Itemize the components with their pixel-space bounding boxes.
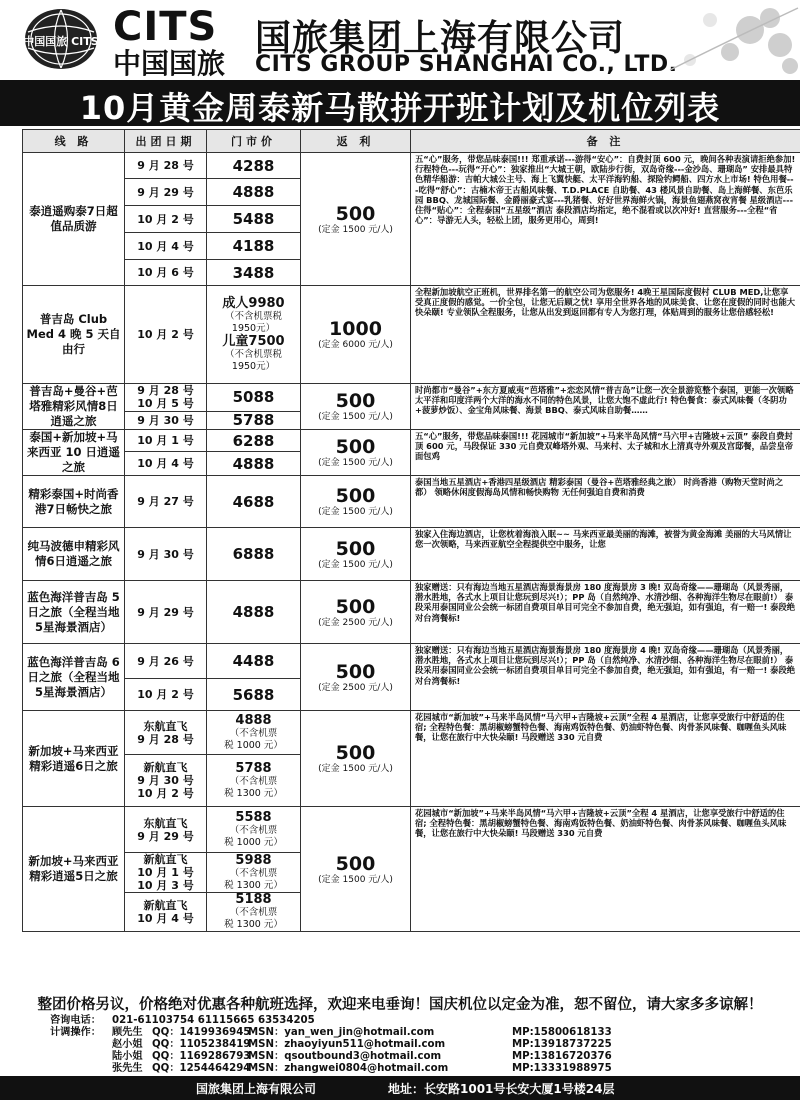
price-note: （不含机票 (229, 907, 278, 918)
rebate-cell (301, 430, 411, 476)
price-cell: 4288 (207, 153, 301, 179)
logo-badge-text: 中国国旅 CITS (23, 35, 99, 48)
contact-person-row (50, 1039, 750, 1051)
route-cell: 纯马波德申精彩风情6日逍遥之旅 (23, 528, 125, 581)
remark-cell: 五“心”服务，带您品味泰国!!! 花园城市“新加坡”+马来半岛风情“马六甲+吉隆坡+云顶” 泰段自费封顶 600 元，马段保证 330 元自费双峰塔外观、马来村、太子城和水上清真寺外观及宫邸餐，品尝皇帝面包鸡 (411, 430, 800, 476)
rebate-cell (301, 807, 411, 932)
price-cell (207, 853, 301, 893)
deposit-note: (定金 1500 元/人) (318, 224, 393, 235)
price-cell: 4188 (207, 233, 301, 260)
table-row (23, 528, 800, 581)
date-cell: 9 月 26 号 (125, 644, 207, 679)
table-body (23, 153, 800, 932)
hotline-label: 咨询电话： (50, 1015, 101, 1026)
rebate-cell (301, 476, 411, 528)
col-remark: 备 注 (411, 130, 800, 153)
tour-table-wrap (22, 129, 800, 989)
date-cell: 9 月 30 号 (125, 528, 207, 581)
date-cell: 新航直飞 10 月 4 号 (125, 893, 207, 932)
date-cell: 10 月 2 号 (125, 286, 207, 384)
rebate-amount: 500 (335, 852, 376, 875)
table-row (23, 153, 800, 179)
date-cell: 新航直飞 10 月 1 号 10 月 3 号 (125, 853, 207, 893)
price-cell: 6888 (207, 528, 301, 581)
price-cell: 4888 (207, 179, 301, 206)
price-cell: 4888 (207, 452, 301, 476)
contact-person-row (50, 1051, 750, 1063)
deposit-note: (定金 1500 元/人) (318, 458, 393, 468)
table-row (23, 581, 800, 644)
rebate-cell (301, 711, 411, 807)
price-note: 1950元） (231, 360, 276, 372)
date-cell: 9 月 29 号 (125, 179, 207, 206)
price-cell (207, 893, 301, 932)
contact-mp: MP:15800618133 (512, 1027, 612, 1038)
deposit-note: (定金 1500 元/人) (318, 507, 393, 517)
rebate-cell (301, 581, 411, 644)
price-note: （不含机票税 (224, 310, 282, 322)
date-cell: 新航直飞 9 月 30 号 10 月 2 号 (125, 755, 207, 807)
date-cell: 10 月 2 号 (125, 679, 207, 711)
rebate-cell (301, 384, 411, 430)
date-cell: 9 月 30 号 (125, 411, 207, 429)
price-note: 税 1300 元） (224, 879, 283, 891)
table-row (23, 286, 800, 384)
date-cell: 东航直飞 9 月 28 号 (125, 711, 207, 755)
contact-mp: MP:13918737225 (512, 1039, 612, 1050)
contact-msn: MSN：qsoutbound3@hotmail.com (248, 1051, 442, 1062)
route-cell: 普吉岛 Club Med 4 晚 5 天自由行 (23, 286, 125, 384)
bottom-bar (0, 1076, 800, 1100)
price-note: （不含机票 (229, 775, 278, 787)
rebate-amount: 500 (335, 742, 376, 764)
date-cell: 10 月 4 号 (125, 452, 207, 476)
col-rebate: 返 利 (301, 130, 411, 153)
deposit-note: (定金 2500 元/人) (318, 617, 393, 628)
table-row (23, 807, 800, 853)
deposit-note: (定金 1500 元/人) (318, 874, 393, 885)
price-note: 税 1000 元） (224, 739, 283, 751)
cits-globe-logo (22, 6, 100, 72)
contact-msn: MSN：zhaoyiyun511@hotmail.com (248, 1039, 446, 1050)
price-cell: 3488 (207, 260, 301, 286)
price-cell (207, 807, 301, 853)
contact-qq: QQ：1419936945 (152, 1027, 251, 1038)
contact-name: 张先生 (112, 1063, 143, 1074)
remark-cell: 花园城市“新加坡”+马来半岛风情“马六甲+吉隆坡+云顶”全程 4 星酒店，让您享受旅行中舒适的住宿; 全程特色餐：黑胡椒螃蟹特色餐、海南鸡饭特色餐、奶油虾特色餐、肉骨茶风味餐、咖喱鱼头风味餐，让您在旅行中大快朵颐! 马段赠送 330 元自费 (411, 807, 800, 932)
price-cell (207, 286, 301, 384)
table-header-row (23, 130, 800, 153)
logo-cn: 中国国旅 (113, 47, 226, 80)
col-route: 线 路 (23, 130, 125, 153)
route-cell: 精彩泰国+时尚香港7日畅快之旅 (23, 476, 125, 528)
rebate-amount: 500 (335, 537, 376, 560)
deposit-note: (定金 6000 元/人) (318, 340, 393, 350)
price-note: 税 1300 元） (224, 919, 283, 930)
price-note: （不含机票 (229, 727, 278, 739)
price-cell: 4688 (207, 476, 301, 528)
price-value: 儿童7500 (222, 333, 285, 349)
rebate-amount: 500 (335, 390, 376, 412)
price-cell (207, 755, 301, 807)
header (0, 0, 800, 80)
floral-decoration-icon (630, 0, 800, 78)
route-cell: 普吉岛+曼谷+芭塔雅精彩风情8日逍遥之旅 (23, 384, 125, 430)
footer-notice: 整团价格另议，价格绝对优惠各种航班选择，欢迎来电垂询！国庆机位以定金为准，恕不留位，请大家多多谅解！ (37, 997, 763, 1013)
contact-qq: QQ：1254464294 (152, 1063, 251, 1074)
remark-cell: 全程新加坡航空正班机，世界排名第一的航空公司为您服务! 4晚王星国际度假村 CLUB MED,让您享受真正度假的感觉。一价全包，让您无后顾之忧! 享用全世界各地的风味美食、让您在度假的同时也能大快朵颐! 专业领队全程服务，让您从出发到返回都有专人为您打理，体贴周到的服务让您倍感轻松! (411, 286, 800, 384)
remark-cell: 独家赠送：只有海边当地五星酒店海景海景房 180 度海景房 4 晚! 双岛奇缘——珊瑚岛（风景秀丽，潜水胜地，各式水上项目让您玩到尽兴!）；PP 岛（自然纯净、水清沙细、各种海洋生物尽在眼前!） 泰段采用泰国同业公会统一标团自费项目单目可完全不参加自费，绝无强迫，如有强迫，有一赔一! 泰段绝对台湾餐标! (411, 644, 800, 711)
date-cell: 东航直飞 9 月 29 号 (125, 807, 207, 853)
price-note: 税 1300 元） (224, 787, 283, 799)
table-row (23, 476, 800, 528)
table-row (23, 430, 800, 452)
rebate-cell (301, 153, 411, 286)
price-cell: 6288 (207, 430, 301, 452)
contact-qq: QQ：1105238419 (152, 1039, 251, 1050)
contact-block (50, 1015, 750, 1075)
remark-cell: 独家赠送：只有海边当地五星酒店海景海景房 180 度海景房 3 晚! 双岛奇缘——珊瑚岛（风景秀丽，潜水胜地，各式水上项目让您玩到尽兴!）；PP 岛（自然纯净、水清沙细、各种海洋生物尽在眼前!） 泰段采用泰国同业公会统一标团自费项目单目可完全不参加自费，绝无强迫，如有强迫，有一赔一! 泰段绝对台湾餐标! (411, 581, 800, 644)
price-value: 5588 (235, 809, 272, 825)
company-name-cn: 国旅集团上海有限公司 (255, 18, 626, 59)
date-cell: 9 月 27 号 (125, 476, 207, 528)
price-cell: 5788 (207, 411, 301, 429)
price-note: （不含机票 (229, 867, 278, 879)
contact-qq: QQ：1169286793 (152, 1051, 251, 1062)
rebate-amount: 500 (335, 595, 376, 618)
price-value: 5988 (235, 852, 272, 868)
remark-cell: 独家入住海边酒店，让您枕着海浪入眠~~ 马来西亚最美丽的海滩，被誉为黄金海滩 美丽的大马风情让您一次领略，马来西亚航空全程提供空中服务，让您 (411, 528, 800, 581)
bottom-address: 地址：长安路1001号长安大厦1号楼24层 (388, 1082, 615, 1096)
deposit-note: (定金 2500 元/人) (318, 682, 393, 693)
rebate-amount: 500 (335, 485, 376, 507)
remark-cell: 时尚都市“曼谷”+东方夏威夷“芭塔雅”+恋恋风情“普吉岛”让您一次全景游览整个泰国，更能一次领略太平洋和印度洋两个大洋的海水不同的特色风景，让您大饱不虚此行! 特色餐食：泰式风味餐（冬阴功+菠萝炒饭）、金宝角风味餐、海景 BBQ、泰式风味自助餐…… (411, 384, 800, 430)
price-value: 5188 (235, 892, 272, 907)
deposit-note: (定金 1500 元/人) (318, 412, 393, 422)
price-note: 1950元） (231, 322, 276, 334)
deposit-note: (定金 1500 元/人) (318, 764, 393, 774)
rebate-amount: 1000 (329, 318, 382, 340)
remark-cell: 花园城市“新加坡”+马来半岛风情“马六甲+吉隆坡+云顶”全程 4 星酒店，让您享受旅行中舒适的住宿; 全程特色餐：黑胡椒螃蟹特色餐、海南鸡饭特色餐、奶油虾特色餐、肉骨茶风味餐、咖喱鱼头风味餐，让您在旅行中大快朵颐! 马段赠送 330 元自费 (411, 711, 800, 807)
contact-person-row (50, 1063, 750, 1075)
price-cell: 5488 (207, 206, 301, 233)
contact-msn: MSN：zhangwei0804@hotmail.com (248, 1063, 449, 1074)
contact-name: 顾先生 (112, 1027, 143, 1038)
date-cell: 9 月 29 号 (125, 581, 207, 644)
col-date: 出团日期 (125, 130, 207, 153)
price-value: 5788 (235, 760, 272, 776)
col-price: 门市价 (207, 130, 301, 153)
contact-person-row (50, 1027, 750, 1039)
rebate-amount: 500 (335, 660, 376, 683)
rebate-cell (301, 644, 411, 711)
route-cell: 蓝色海洋普吉岛 5 日之旅（全程当地5星海景酒店） (23, 581, 125, 644)
page-title: 10月黄金周泰新马散拼开班计划及机位列表 (79, 89, 721, 127)
table-row (23, 384, 800, 412)
date-cell: 10 月 6 号 (125, 260, 207, 286)
op-label: 计调操作： (50, 1027, 101, 1038)
rebate-amount: 500 (335, 436, 376, 458)
route-cell: 泰国+新加坡+马来西亚 10 日逍遥之旅 (23, 430, 125, 476)
date-cell: 10 月 1 号 (125, 430, 207, 452)
remark-cell: 泰国当地五星酒店+香港四星级酒店 精彩泰国（曼谷+芭塔雅经典之旅） 时尚香港（购物天堂时尚之都） 领略休闲度假海岛风情和畅快购物 无任何强迫自费和消费 (411, 476, 800, 528)
route-cell: 泰逍遥购泰7日超值品质游 (23, 153, 125, 286)
date-cell: 9 月 28 号 (125, 153, 207, 179)
price-value: 4888 (235, 712, 272, 728)
price-cell: 4488 (207, 644, 301, 679)
route-cell: 新加坡+马来西亚精彩逍遥5日之旅 (23, 807, 125, 932)
bottom-company: 国旅集团上海有限公司 (196, 1082, 317, 1096)
contact-name: 赵小姐 (112, 1039, 143, 1050)
table-row (23, 711, 800, 755)
rebate-cell (301, 286, 411, 384)
deposit-note: (定金 1500 元/人) (318, 559, 393, 570)
route-cell: 新加坡+马来西亚精彩逍遥6日之旅 (23, 711, 125, 807)
price-cell (207, 711, 301, 755)
price-cell: 5688 (207, 679, 301, 711)
logo-en: CITS (113, 4, 218, 50)
contact-mp: MP:13816720376 (512, 1051, 612, 1062)
date-cell: 9 月 28 号 10 月 5 号 (125, 384, 207, 412)
hotline-row (50, 1015, 750, 1027)
price-value: 成人9980 (222, 295, 285, 311)
price-cell: 4888 (207, 581, 301, 644)
remark-cell: 五“心”服务，带您品味泰国!!! 郑重承诺---游得“安心”：自费封顶 600 元，晚间各种表演请拒绝参加! 行程特色---玩得“开心”：独家推出“大城王朝，欧陆步行街，双岛奇缘---金沙岛、珊瑚岛” 安排最具特色精华船游：吉帕大城公主号、海上飞翼快艇、太平洋海钓船、探险钓鳄船、四方水上市场! 特色用餐---吃得“舒心”：古楠木帝王古船风味餐、T.D.PLACE 自助餐、43 楼风景自助餐、岛上海鲜餐、东芭乐园 BBQ、龙城国际餐、金爵丽豪式宴---乳猪餐、好好世界海鲜火锅，海景鱼翅燕窝夜宵餐 星级酒店---住得“贴心”：全程泰国“五星级”酒店 泰段酒店均指定，绝不混看或以次冲好! 直营服务---全程“省心”：导游无人头，轻松上团，服务更用心，周到! (411, 153, 800, 286)
contact-name: 陆小姐 (112, 1051, 143, 1062)
tour-table (22, 129, 800, 932)
price-note: （不含机票 (229, 824, 278, 836)
rebate-cell (301, 528, 411, 581)
price-note: （不含机票税 (224, 348, 282, 360)
hotline-numbers: 021-61103754 61115665 63534205 (112, 1015, 315, 1026)
contact-msn: MSN：yan_wen_jin@hotmail.com (248, 1027, 435, 1038)
date-cell: 10 月 4 号 (125, 233, 207, 260)
price-note: 税 1000 元） (224, 836, 283, 848)
date-cell: 10 月 2 号 (125, 206, 207, 233)
rebate-amount: 500 (335, 202, 376, 225)
route-cell: 蓝色海洋普吉岛 6 日之旅（全程当地5星海景酒店） (23, 644, 125, 711)
title-bar (0, 80, 800, 126)
price-cell: 5088 (207, 384, 301, 412)
contact-mp: MP:13331988975 (512, 1063, 612, 1074)
table-row (23, 644, 800, 679)
company-name-en: CITS GROUP SHANGHAI CO., LTD. (255, 52, 678, 77)
